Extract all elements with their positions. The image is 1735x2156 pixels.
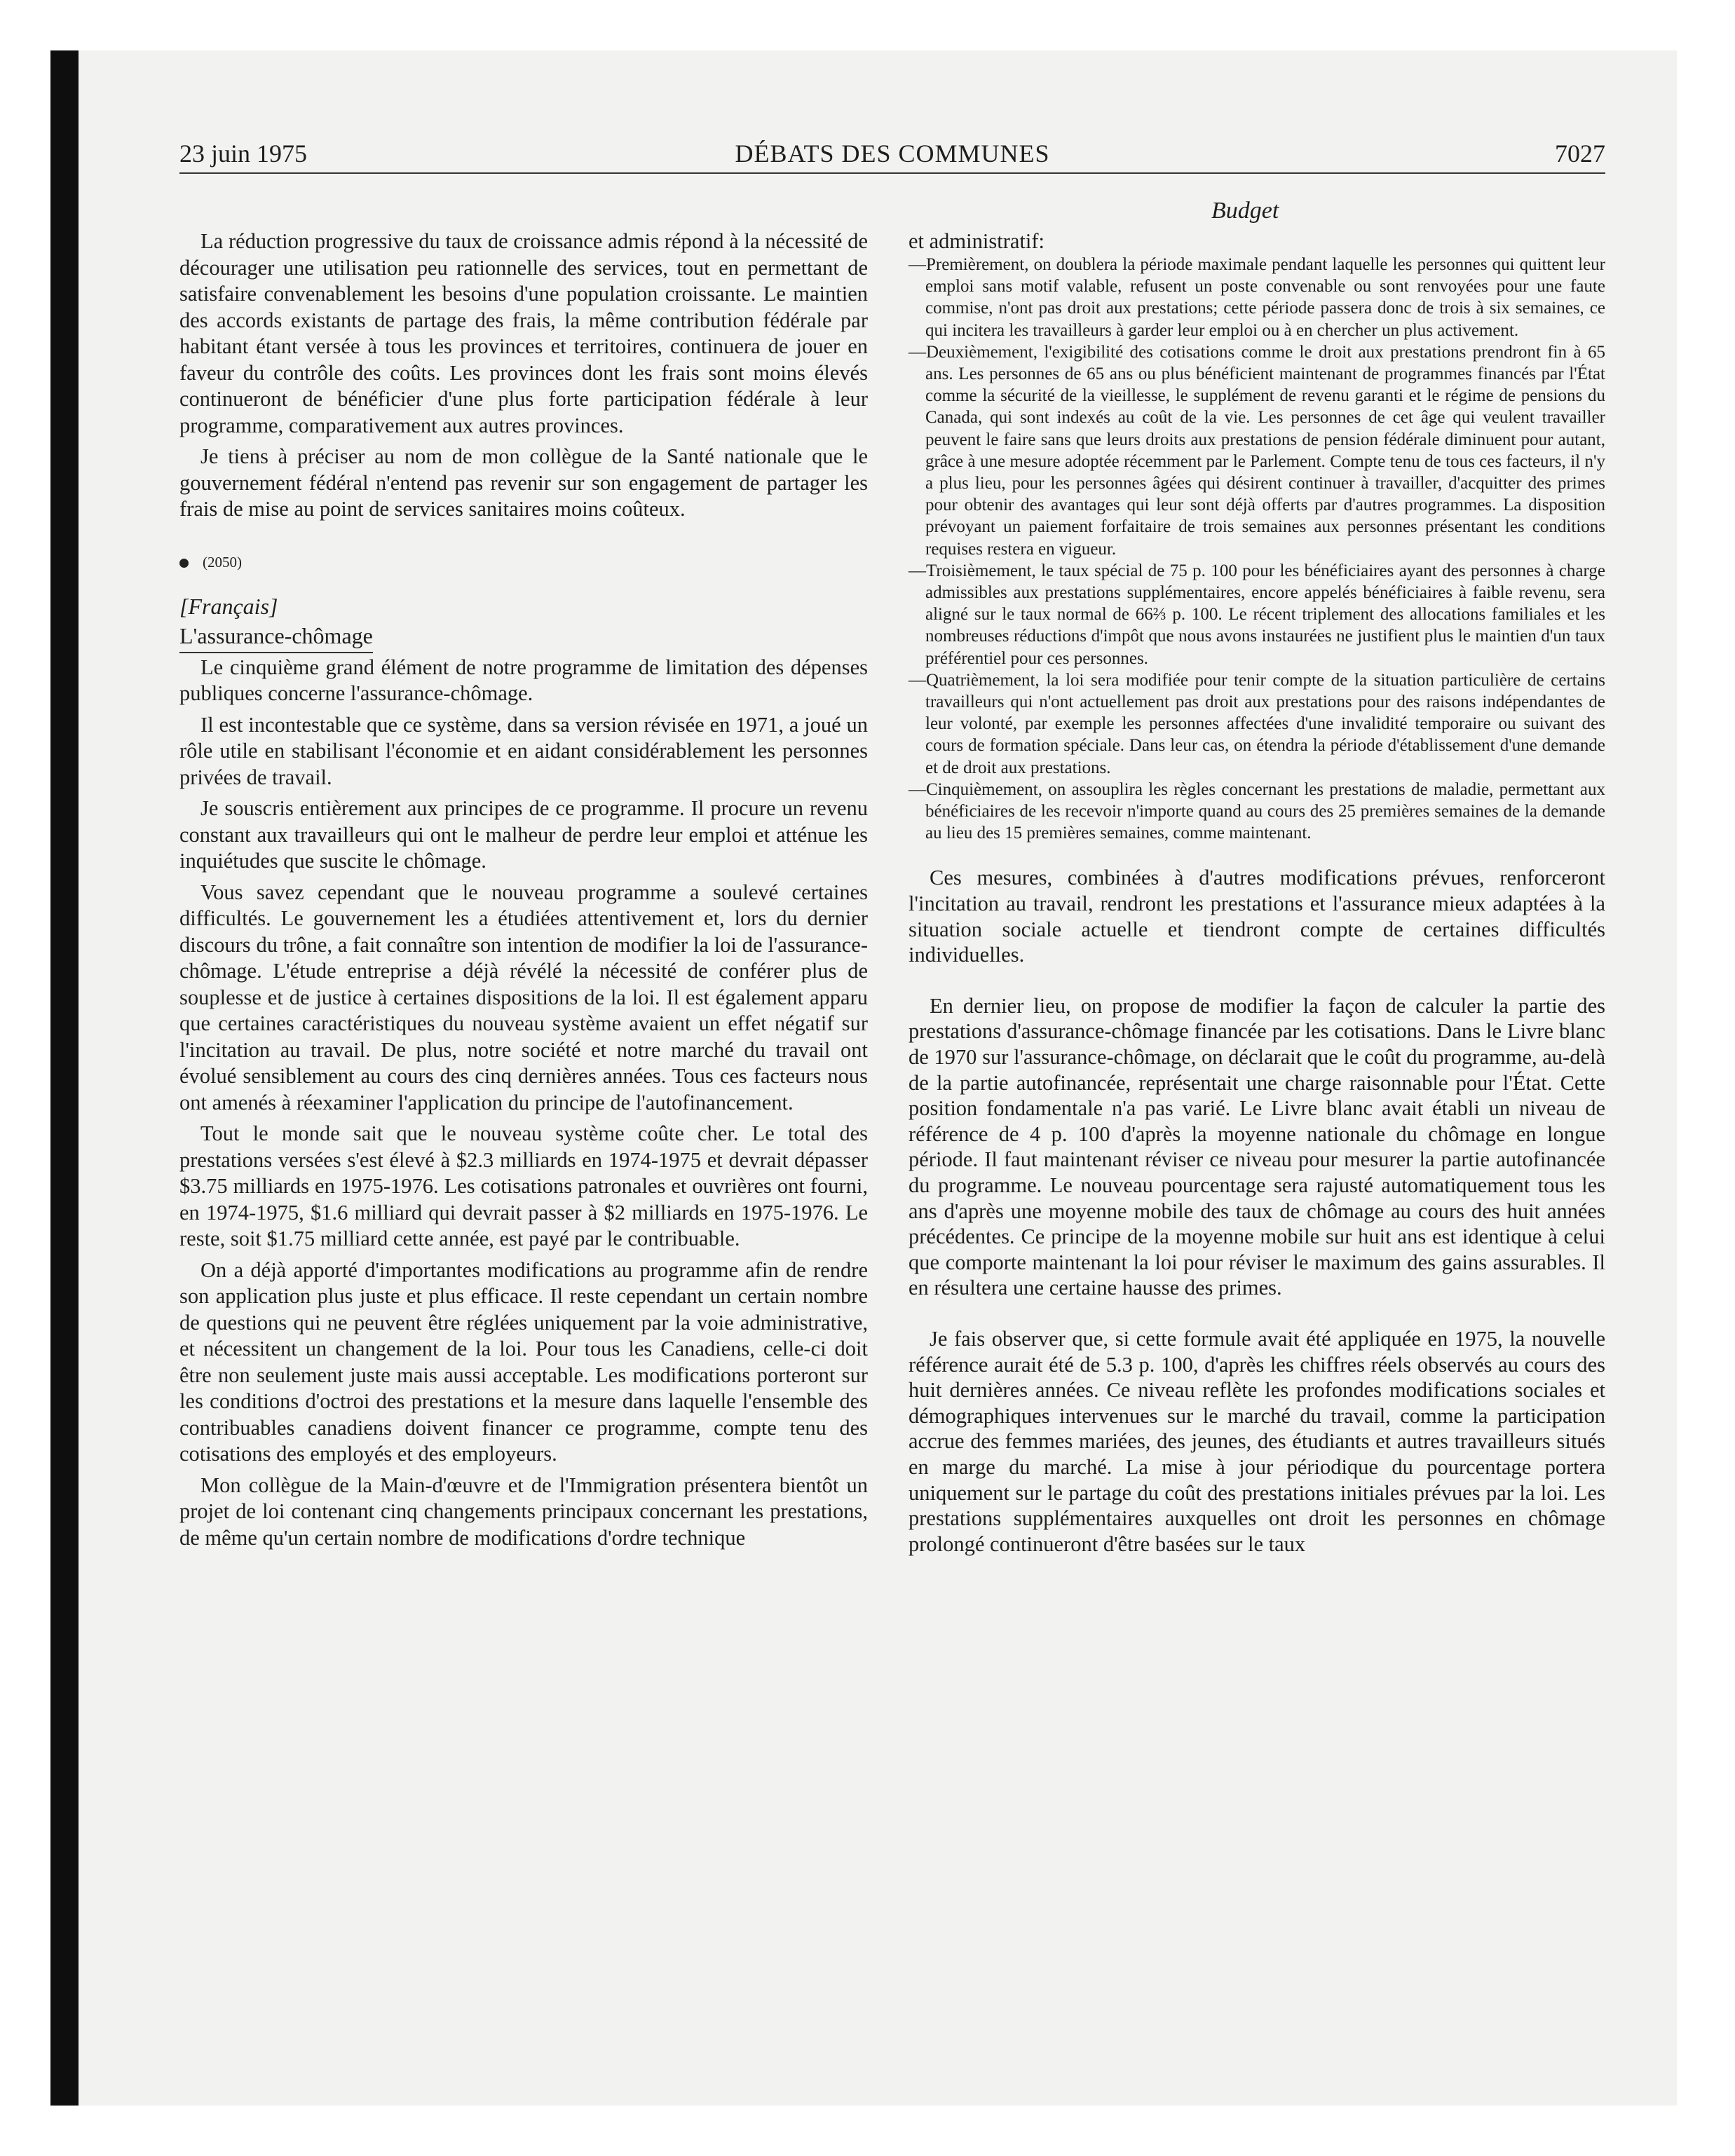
header-date: 23 juin 1975 xyxy=(179,139,308,168)
paragraph: Je tiens à préciser au nom de mon collègue de la Santé nationale que le gouvernement fédéral n'entend pas revenir sur son engagement de partager les frais de mise au point de services sanitaires moins coûteux. xyxy=(179,444,868,521)
paragraph: Tout le monde sait que le nouveau système coûte cher. Le total des prestations versées s'est élevé à $2.3 milliards en 1974-1975 et devrait dépasser $3.75 milliards en 1975-1976. Les cotisations patronales et ouvrières ont fourni, en 1974-1975, $1.6 milliard qui devrait passer à $2 milliards en 1975-1976. Le reste, soit $1.75 milliard cette année, est payé par le contribuable. xyxy=(179,1121,868,1250)
paragraph-continuation: et administratif: xyxy=(909,229,1045,253)
paragraph: Je fais observer que, si cette formule avait été appliquée en 1975, la nouvelle référence aurait été de 5.3 p. 100, d'après les chiffres réels observés au cours des huit dernières années. Ce niveau reflète les profondes modifications sociales et démographiques intervenues sur le marché du travail, comme la participation accrue des femmes mariées, des jeunes, des étudiants et autres travailleurs situés en marge du marché. La mise à jour périodique du pourcentage portera uniquement sur le partage du coût des prestations initiales prévues par la loi. Les prestations supplémentaires auxquelles ont droit les personnes en chômage prolongé continueront d'être basées sur le taux xyxy=(909,1326,1605,1556)
running-head: Budget xyxy=(1211,198,1279,224)
paragraph: On a déjà apporté d'importantes modifications au programme afin de rendre son application plus juste et plus efficace. Il reste cependant un certain nombre de questions qui ne peuvent être réglées uniquement par la voie administrative, et nécessitent un changement de la loi. Pour tous les Canadiens, celle-ci doit être non seulement juste mais aussi acceptable. Les modifications porteront sur les conditions d'octroi des prestations et la mesure dans laquelle l'ensemble des contribuables canadiens doivent financer ce programme, compte tenu des cotisations des employés et des employeurs. xyxy=(179,1257,868,1466)
paragraph: Vous savez cependant que le nouveau programme a soulevé certaines difficultés. Le gouvernement les a étudiées attentivement et, lors du dernier discours du trône, a fait connaître son intention de modifier la loi de l'assurance-chômage. L'étude entreprise a déjà révélé la nécessité de conférer plus de souplesse et de justice à certaines dispositions de la loi. Il est également apparu que certaines caractéristiques du nouveau système avaient un effet négatif sur l'incitation au travail. De plus, notre société et notre marché du travail ont évolué sensiblement au cours des cinq dernières années. Tous ces facteurs nous ont amenés à réexaminer l'application du principe de l'autofinancement. xyxy=(179,880,868,1114)
bullet-dot-icon xyxy=(179,559,189,568)
scan-left-edge-bar xyxy=(50,50,79,2106)
paragraph: En dernier lieu, on propose de modifier la façon de calculer la partie des prestations d'assurance-chômage financée par les cotisations. Dans le Livre blanc de 1970 sur l'assurance-chômage, on déclarait que le coût du programme, au-delà de la partie autofinancée, représentait une charge raisonnable pour l'État. Cette position fondamentale n'a pas varié. Le Livre blanc avait établi un niveau de référence de 4 p. 100 d'après la moyenne nationale du chômage en longue période. Il faut maintenant réviser ce niveau pour mesurer la partie autofinancée du programme. Le nouveau pourcentage sera rajusté automatiquement tous les ans d'après une moyenne mobile des taux de chômage au cours des huit années précédentes. Ce principe de la moyenne mobile sur huit ans est identique à celui que comporte maintenant la loi pour réviser le maximum des gains assurables. Il en résultera une certaine hausse des primes. xyxy=(909,993,1605,1300)
language-note: [Français] xyxy=(179,593,278,619)
subject-heading-wrap xyxy=(179,621,868,655)
right-paragraphs xyxy=(909,865,1605,1557)
list-item: —Quatrièmement, la loi sera modifiée pour tenir compte de la situation particulière de certains travailleurs qui n'ont actuellement pas droit aux prestations pour des raisons indépendantes de leur volonté, par exemple les personnes affectées d'une invalidité temporaire ou suivant des cours de formation spéciale. Dans leur cas, on étendra la période d'établissement d'une demande et de droit aux prestations. xyxy=(909,670,1605,777)
subject-heading: L'assurance-chômage xyxy=(179,621,373,653)
list-item: —Premièrement, on doublera la période maximale pendant laquelle les personnes qui quittent leur emploi sans motif valable, refusent un poste convenable ou sont renvoyées pour une faute commise, n'ont pas droit aux prestations; cette période passera donc de trois à six semaines, ce qui incitera les travailleurs à garder leur emploi ou à en chercher un plus activement. xyxy=(909,255,1605,340)
paragraph: Je souscris entièrement aux principes de ce programme. Il procure un revenu constant aux travailleurs qui ont le malheur de perdre leur emploi et atténue les inquiétudes que suscite le chômage. xyxy=(179,796,868,873)
paragraph: Mon collègue de la Main-d'œuvre et de l'Immigration présentera bientôt un projet de loi contenant cinq changements principaux concernant les prestations, de même qu'un certain nombre de modifications d'ordre technique xyxy=(179,1473,868,1550)
right-column xyxy=(909,228,1605,1557)
measures-list xyxy=(909,254,1605,844)
header-title: DÉBATS DES COMMUNES xyxy=(735,139,1050,168)
paragraph: La réduction progressive du taux de croissance admis répond à la nécessité de décourager une utilisation peu rationnelle des services, tout en permettant de satisfaire convenablement les besoins d'une population croissante. Le maintien des accords existants de partage des frais, la même contribution fédérale par habitant étant versée à tous les provinces et territoires, continuera de jouer en faveur du contrôle des coûts. Les provinces dont les frais sont moins élevés continueront de bénéficier d'une plus forte participation fédérale à leur programme, comparativement aux autres provinces. xyxy=(179,229,868,437)
header-rule xyxy=(179,172,1605,174)
time-marker xyxy=(179,548,868,576)
list-item: —Troisièmement, le taux spécial de 75 p. 100 pour les bénéficiaires ayant des personnes à charge admissibles aux prestations supplémentaires, encore appelés bénéficiaires à faible revenu, sera aligné sur le taux normal de 66⅔ p. 100. Le récent triplement des allocations familiales et les nombreuses réductions d'impôt que nous avons instaurées ne justifient plus le maintien d'un taux préférentiel pour ces personnes. xyxy=(909,561,1605,668)
paragraph: Ces mesures, combinées à d'autres modifications prévues, renforceront l'incitation au travail, rendront les prestations et l'assurance mieux adaptées à la situation sociale actuelle et tiendront compte de certaines difficultés individuelles. xyxy=(909,866,1605,967)
time-marker-text: (2050) xyxy=(203,553,242,571)
left-column xyxy=(179,228,868,1551)
list-item: —Cinquièmement, on assouplira les règles concernant les prestations de maladie, permettant aux bénéficiaires de les recevoir n'importe quand au cours des 25 premières semaines de la demande au lieu des 15 premières semaines, comme maintenant. xyxy=(909,779,1605,843)
list-item: —Deuxièmement, l'exigibilité des cotisations comme le droit aux prestations prendront fin à 65 ans. Les personnes de 65 ans ou plus bénéficient maintenant de programmes financés par l'État comme la sécurité de la vieillesse, le supplément de revenu garanti et le régime de pensions du Canada, qui sont indexés au coût de la vie. Les personnes de cet âge qui veulent travailler peuvent le faire sans que leurs droits aux prestations de pension fédérale diminuent pour autant, grâce à une mesure adoptée récemment par le Parlement. Compte tenu de tous ces facteurs, il n'y a plus lieu, pour les personnes âgées qui désirent continuer à travailler, d'acquitter des primes pour obtenir des avantages qui leur sont déjà offerts par d'autres programmes. La disposition prévoyant un paiement forfaitaire de trois semaines aux personnes présentant les conditions requises restera en vigueur. xyxy=(909,342,1605,559)
page-header xyxy=(179,137,1605,170)
paragraph: Le cinquième grand élément de notre programme de limitation des dépenses publiques concerne l'assurance-chômage. xyxy=(179,655,868,705)
header-page-number: 7027 xyxy=(1555,139,1605,168)
paragraph: Il est incontestable que ce système, dans sa version révisée en 1971, a joué un rôle utile en stabilisant l'économie et en aidant considérablement les personnes privées de travail. xyxy=(179,712,868,789)
